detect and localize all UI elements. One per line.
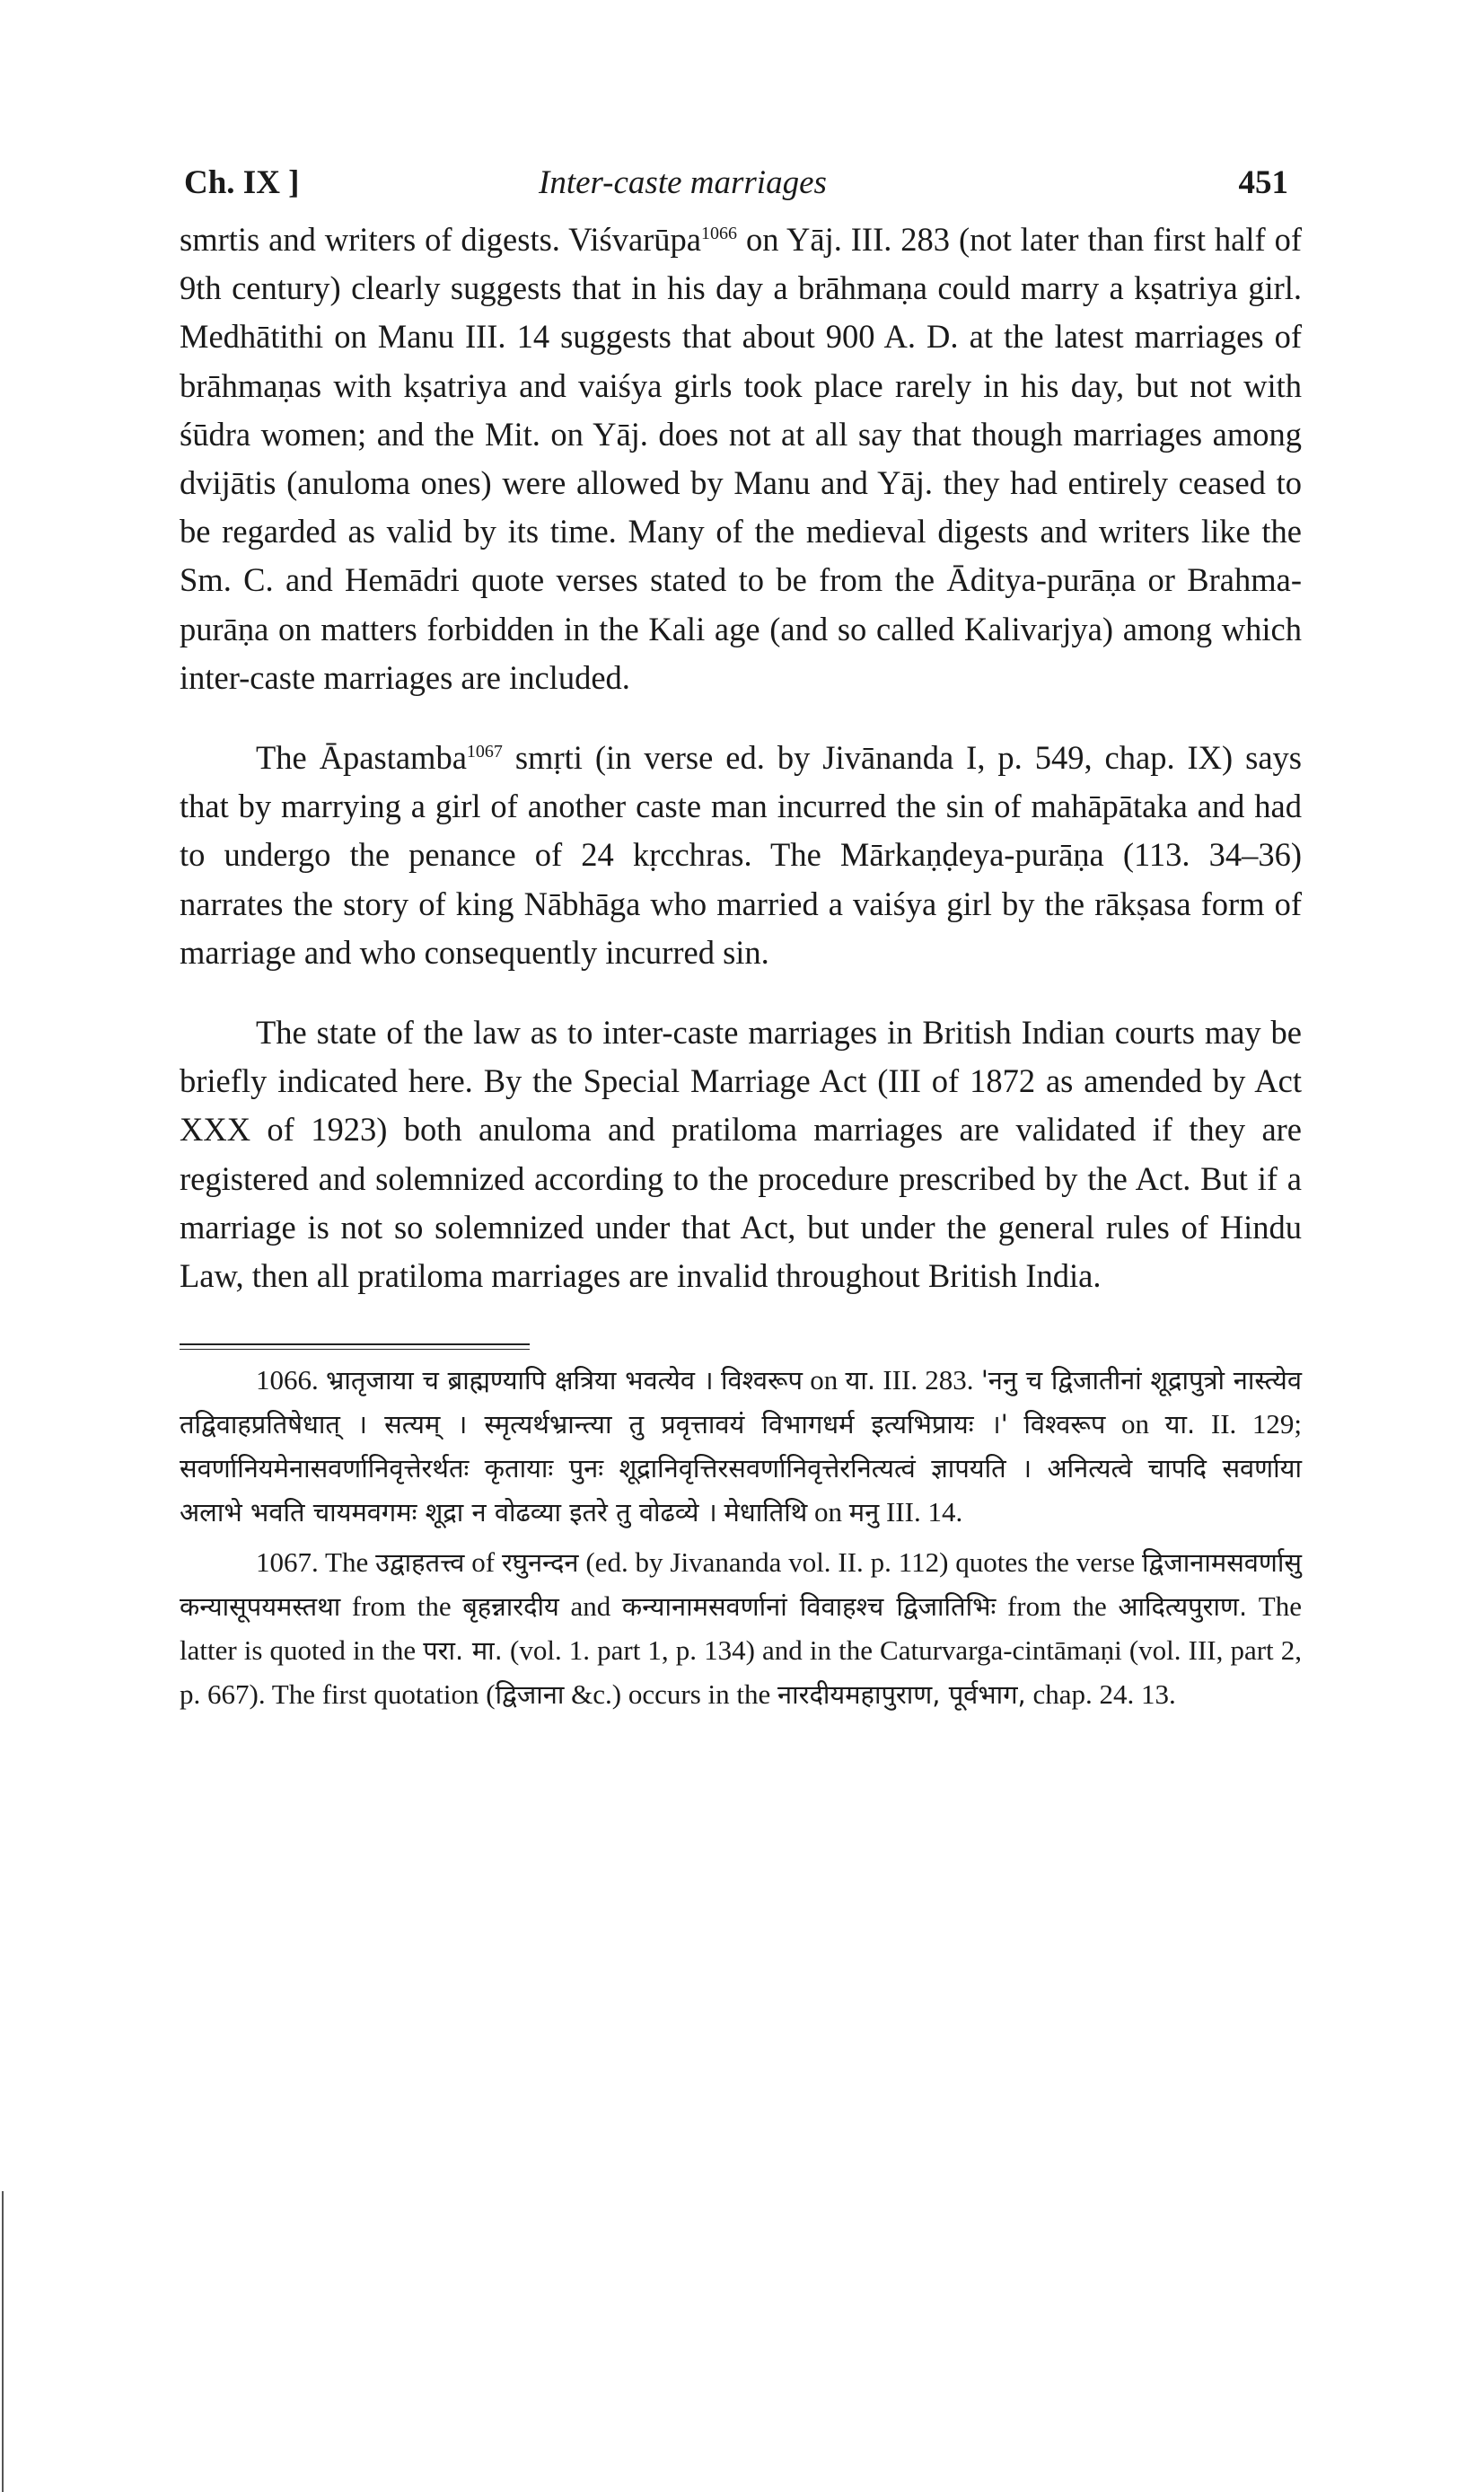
text-run: &c.) occurs in the	[564, 1677, 777, 1710]
running-title: Inter-caste marriages	[539, 164, 827, 201]
sanskrit-text: परा. मा.	[423, 1635, 503, 1667]
text-run: (ed. by Jivananda vol. II. p. 112) quotes the verse	[578, 1546, 1143, 1579]
sanskrit-text: नारदीयमहापुराण, पूर्वभाग,	[777, 1678, 1026, 1710]
text-run: II. 129;	[1195, 1408, 1303, 1440]
text-run: on Yāj. III. 283 (not later than first half of 9th century) clearly suggests that in his day a brāhmaṇa could marry a kṣatriya girl. Medhātithi on Manu III. 14 suggests that about 900 A. D. at the latest marriages of brāhmaṇas with kṣatriya and vaiśya girls took place rarely in his day, but not with śūdra women; and the Mit. on Yāj. does not at all say that though marriages among dvijātis (anuloma ones) were allowed by Manu and Yāj. they had entirely ceased to be regarded as valid by its time. Many of the medieval digests and writers like the Sm. C. and Hemādri quote verses stated to be from the Āditya-purāṇa or Brahma-purāṇa on matters forbidden in the Kali age (and so called Kalivarjya) among which inter-caste marriages are included.	[180, 221, 1303, 696]
page-number: 451	[1238, 164, 1288, 201]
chapter-label: Ch. IX ]	[184, 164, 300, 201]
sanskrit-text: आदित्यपुराण.	[1118, 1591, 1248, 1623]
sanskrit-text: उद्वाहतत्त्व	[375, 1547, 465, 1579]
text-run: 1067. The	[256, 1546, 376, 1579]
footnote-divider	[180, 1343, 530, 1350]
footnotes	[180, 1359, 1302, 1716]
text-run: 1066.	[256, 1364, 326, 1396]
text-run: of	[464, 1546, 502, 1579]
footnote-ref: 1067	[466, 741, 503, 762]
sanskrit-text: विश्वरूप	[720, 1365, 803, 1396]
sanskrit-text: भ्रातृजाया च ब्राह्मण्यापि क्षत्रिया भवत्येव ।	[326, 1365, 714, 1396]
text-run: The latter is quoted in the	[180, 1590, 1302, 1667]
text-run: The Āpastamba	[256, 739, 467, 777]
text-run	[1008, 1408, 1024, 1440]
sanskrit-text: द्विजानामसवर्णासु कन्यासूपयमस्तथा	[180, 1547, 1303, 1623]
text-run: on	[1105, 1408, 1165, 1440]
text-run	[714, 1364, 721, 1396]
text-run: III. 14.	[879, 1495, 963, 1528]
text-run: from the	[340, 1590, 463, 1623]
text-run: on	[803, 1364, 846, 1396]
footnote-ref: 1066	[701, 223, 738, 243]
sanskrit-text: या.	[845, 1365, 876, 1396]
sanskrit-text: 'ननु च द्विजातीनां शूद्रापुत्रो नास्त्येव तद्विवाहप्रतिषेधात् । सत्यम् । स्मृत्यर्थभ्रान्त्या तु प्रवृत्तावयं विभागधर्म इत्यभिप्रायः ।'	[180, 1365, 1302, 1440]
text-run: III. 283.	[875, 1364, 981, 1396]
sanskrit-text: रघुनन्दन	[501, 1547, 579, 1579]
sanskrit-text: सवर्णानियमेनासवर्णानिवृत्तेरर्थतः कृतायाः पुनः शूद्रानिवृत्तिरसवर्णानिवृत्तेरनित्यत्वं ज्ञापयति । अनित्यत्वे चापदि सवर्णाया अलाभे भवति चायमवगमः शूद्रा न वोढव्या इतरे तु वोढव्ये ।	[180, 1452, 1302, 1528]
footnote	[180, 1359, 1302, 1534]
text-run: and	[558, 1590, 622, 1623]
sanskrit-text: मनु	[848, 1496, 880, 1528]
text-run: chap. 24. 13.	[1025, 1677, 1176, 1710]
sanskrit-text: द्विजाना	[495, 1678, 565, 1710]
text-run: from the	[996, 1590, 1119, 1623]
paragraph	[180, 216, 1302, 702]
text-run: (vol. 1. part 1, p. 134) and in the Caturvarga-cintāmaṇi (vol. III, part 2, p. 667). The first quotation (	[180, 1634, 1302, 1710]
sanskrit-text: कन्यानामसवर्णानां विवाहश्च द्विजातिभिः	[621, 1591, 997, 1623]
text-run	[717, 1496, 724, 1528]
sanskrit-text: या.	[1164, 1409, 1196, 1440]
text-run: smrtis and writers of digests. Viśvarūpa	[180, 221, 702, 258]
text-run: The state of the law as to inter-caste marriages in British Indian courts may be briefly indicated here. By the Special Marriage Act (III of 1872 as amended by Act XXX of 1923) both anuloma and pratiloma marriages are validated if they are registered and solemnized according to the procedure prescribed by the Act. But if a marriage is not so solemnized under that Act, but under the general rules of Hindu Law, then all pratiloma marriages are invalid throughout British India.	[180, 1014, 1302, 1295]
left-margin-line	[2, 2191, 4, 2492]
page-header	[180, 153, 1302, 216]
text-run: on	[807, 1495, 849, 1528]
paragraph	[180, 1008, 1302, 1300]
footnote	[180, 1541, 1302, 1716]
sanskrit-text: बृहन्नारदीय	[462, 1591, 559, 1623]
book-page	[180, 153, 1302, 1717]
text-run: smṛti (in verse ed. by Jivānanda I, p. 549, chap. IX) says that by marrying a girl of another caste man incurred the sin of mahāpātaka and had to undergo the penance of 24 kṛcchras. The Mārkaṇḍeya-purāṇa (113. 34–36) narrates the story of king Nābhāga who married a vaiśya girl by the rākṣasa form of marriage and who consequently incurred sin.	[180, 739, 1302, 971]
sanskrit-text: मेधातिथि	[724, 1496, 808, 1528]
main-text	[180, 216, 1302, 1300]
paragraph	[180, 734, 1302, 977]
sanskrit-text: विश्वरूप	[1023, 1409, 1106, 1440]
